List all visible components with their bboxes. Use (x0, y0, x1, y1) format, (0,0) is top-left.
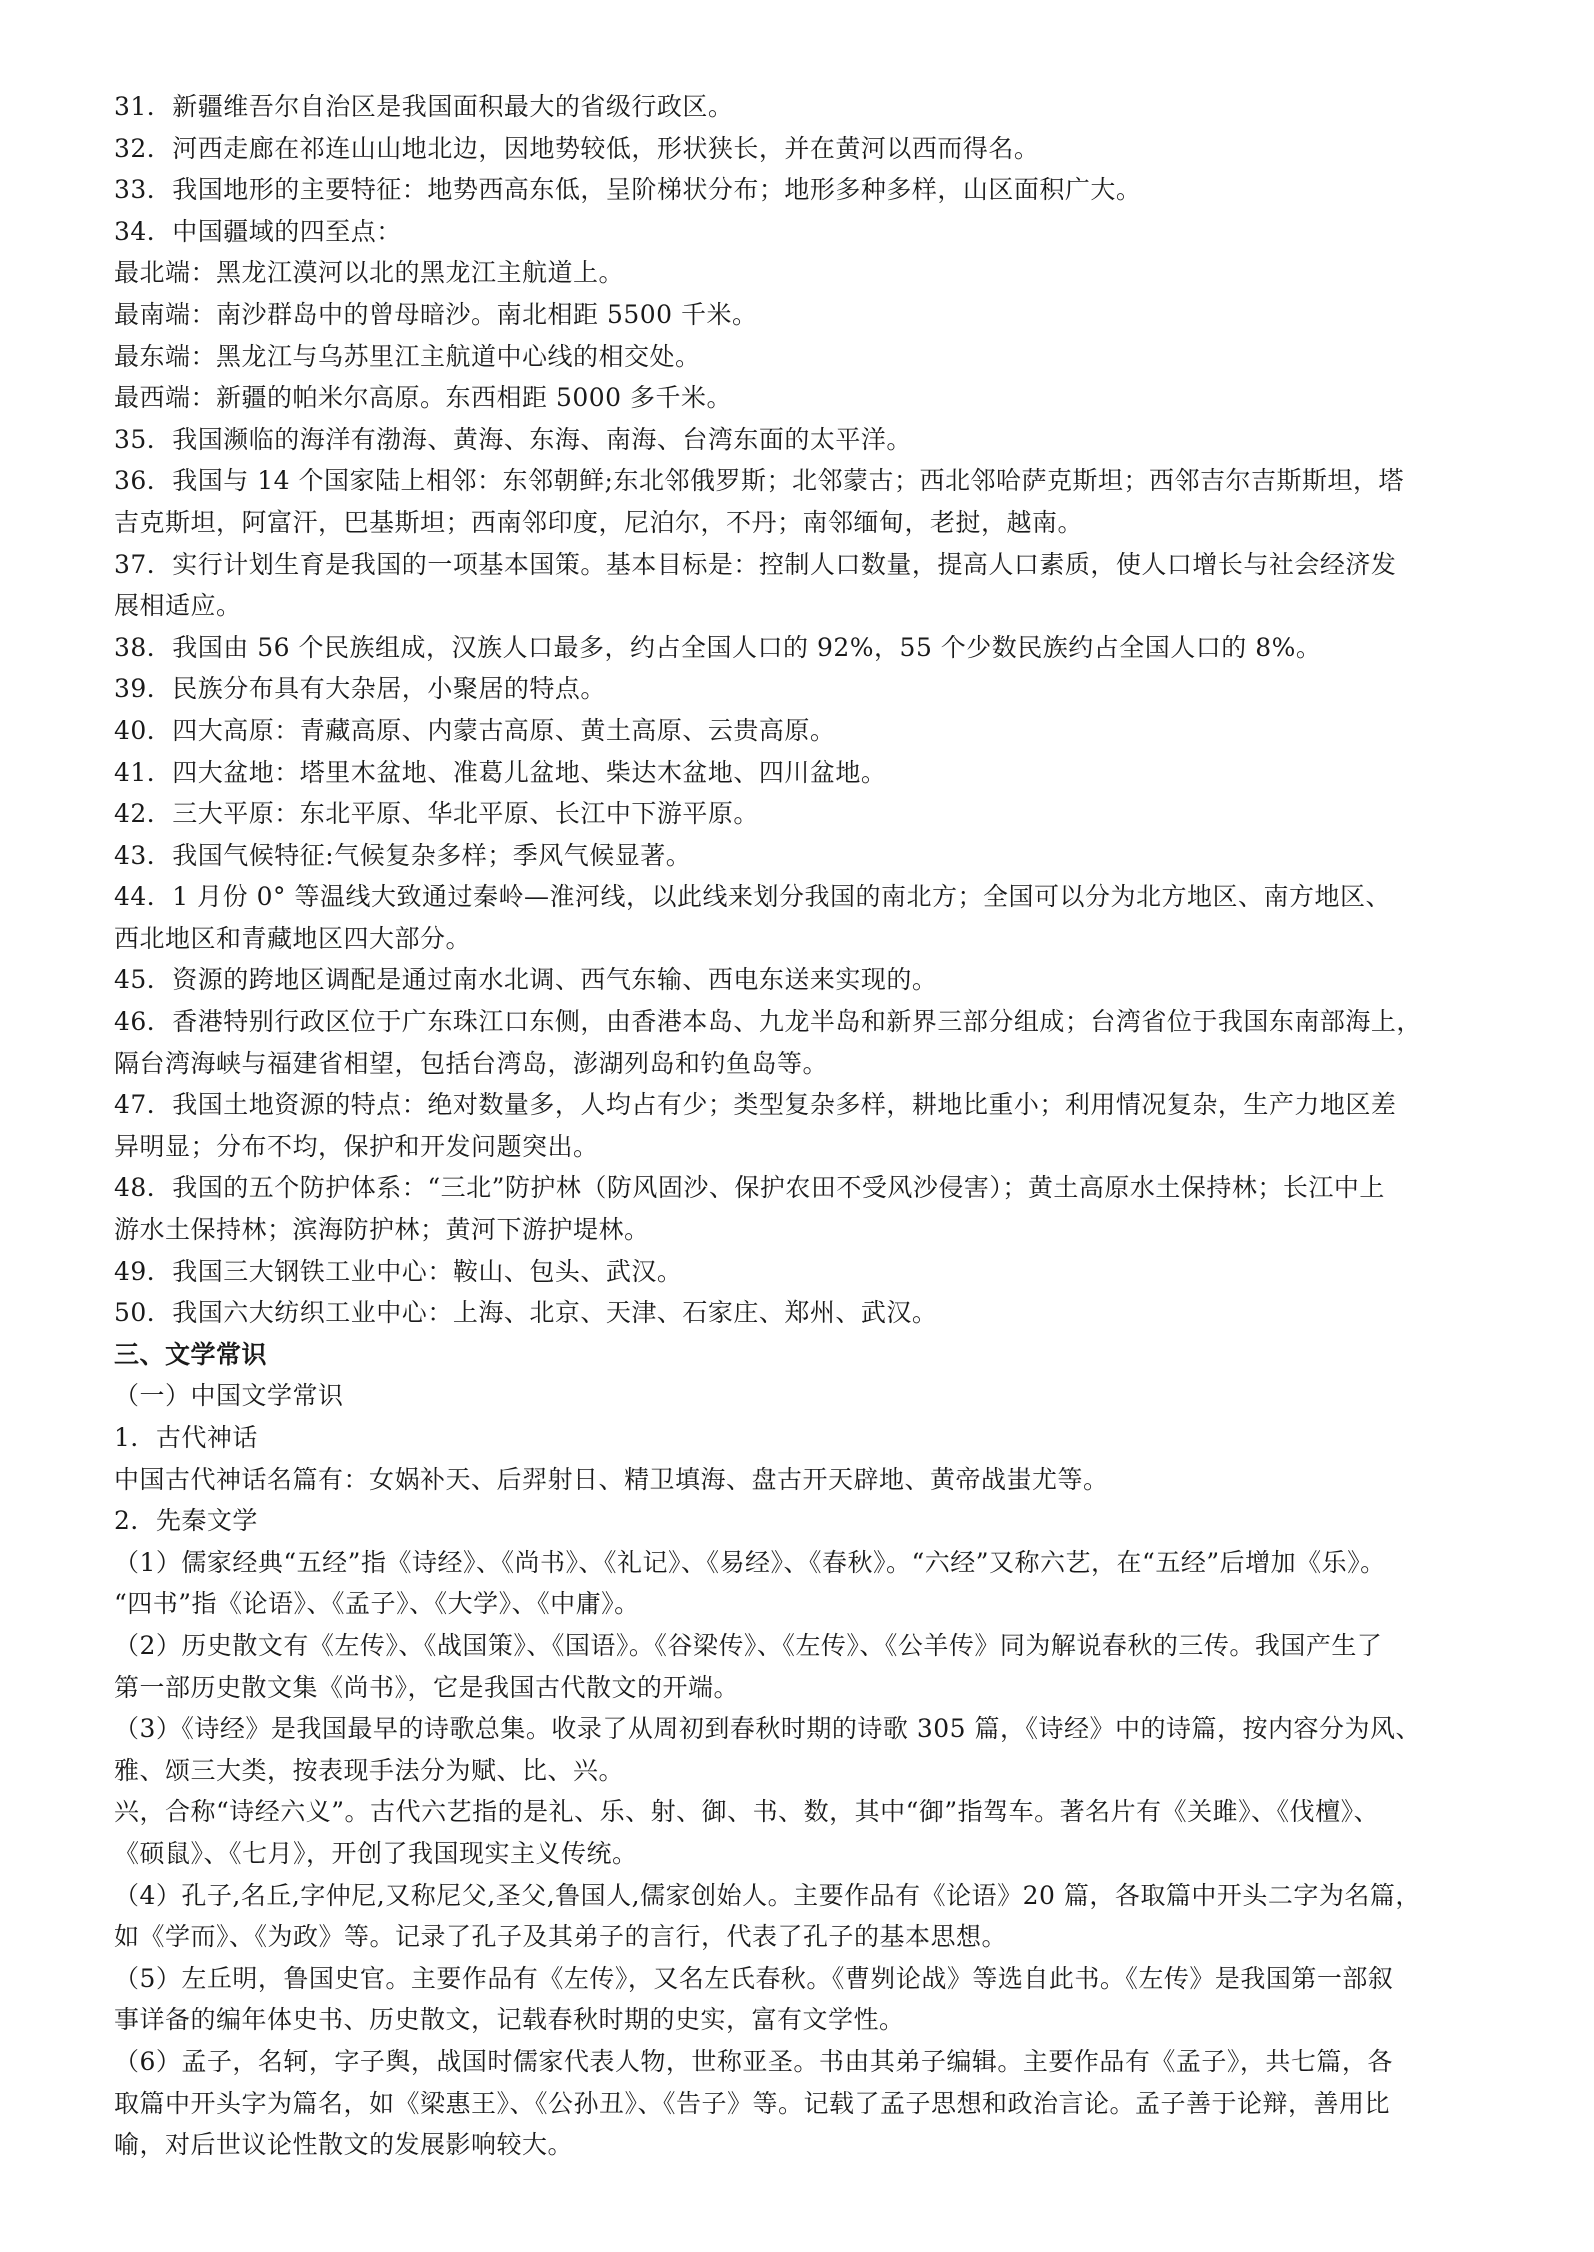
text-line: （4）孔子,名丘,字仲尼,又称尼父,圣父,鲁国人,儒家创始人。主要作品有《论语》20 篇，各取篇中开头二字为名篇， (114, 1880, 1421, 1910)
text-line: 游水土保持林；滨海防护林；黄河下游护堤林。 (114, 1215, 650, 1245)
text-line: 第一部历史散文集《尚书》，它是我国古代散文的开端。 (114, 1672, 740, 1702)
text-line: 47．我国土地资源的特点：绝对数量多，人均占有少；类型复杂多样，耕地比重小；利用情况复杂，生产力地区差 (114, 1090, 1397, 1120)
text-line: 最东端：黑龙江与乌苏里江主航道中心线的相交处。 (114, 341, 701, 371)
text-line: 38．我国由 56 个民族组成，汉族人口最多，约占全国人口的 92%，55 个少数民族约占全国人口的 8%。 (114, 632, 1322, 662)
text-line: 48．我国的五个防护体系：“三北”防护林（防风固沙、保护农田不受风沙侵害）；黄土高原水土保持林；长江中上 (114, 1173, 1385, 1203)
text-line: （6）孟子，名轲，字子舆，战国时儒家代表人物，世称亚圣。书由其弟子编辑。主要作品有《孟子》，共七篇，各 (114, 2046, 1393, 2076)
text-line: 雅、颂三大类，按表现手法分为赋、比、兴。 (114, 1755, 625, 1785)
text-line: （1）儒家经典“五经”指《诗经》、《尚书》、《礼记》、《易经》、《春秋》。“六经”又称六艺，在“五经”后增加《乐》。 (114, 1547, 1386, 1577)
text-line: 异明显；分布不均，保护和开发问题突出。 (114, 1131, 599, 1161)
text-line: 43．我国气候特征:气候复杂多样；季风气候显著。 (114, 840, 692, 870)
text-line: 44．1 月份 0° 等温线大致通过秦岭—淮河线，以此线来划分我国的南北方；全国可以分为北方地区、南方地区、 (114, 882, 1391, 912)
text-line: 西北地区和青藏地区四大部分。 (114, 923, 472, 953)
text-line: 42．三大平原：东北平原、华北平原、长江中下游平原。 (114, 799, 759, 829)
text-line: 37．实行计划生育是我国的一项基本国策。基本目标是：控制人口数量，提高人口素质，使人口增长与社会经济发 (114, 549, 1397, 579)
text-line: 喻，对后世议论性散文的发展影响较大。 (114, 2130, 574, 2160)
text-line: （3）《诗经》是我国最早的诗歌总集。收录了从周初到春秋时期的诗歌 305 篇，《诗经》中的诗篇，按内容分为风、 (114, 1714, 1422, 1744)
text-line: 34．中国疆域的四至点： (114, 216, 402, 246)
text-line: 41．四大盆地：塔里木盆地、准葛儿盆地、柴达木盆地、四川盆地。 (114, 757, 887, 787)
text-line: （一）中国文学常识 (114, 1381, 344, 1411)
text-line: 展相适应。 (114, 591, 242, 621)
text-line: 最北端：黑龙江漠河以北的黑龙江主航道上。 (114, 258, 625, 288)
text-line: “四书”指《论语》、《孟子》、《大学》、《中庸》。 (114, 1589, 640, 1619)
text-line: 中国古代神话名篇有：女娲补天、后羿射日、精卫填海、盘古开天辟地、黄帝战蚩尤等。 (114, 1464, 1109, 1494)
text-line: 45．资源的跨地区调配是通过南水北调、西气东输、西电东送来实现的。 (114, 965, 938, 995)
text-line: 49．我国三大钢铁工业中心：鞍山、包头、武汉。 (114, 1256, 683, 1286)
document-body (114, 86, 1484, 2166)
text-line: 36．我国与 14 个国家陆上相邻：东邻朝鲜;东北邻俄罗斯；北邻蒙古；西北邻哈萨克斯坦；西邻吉尔吉斯斯坦，塔 (114, 466, 1404, 496)
text-line: 50．我国六大纺织工业中心：上海、北京、天津、石家庄、郑州、武汉。 (114, 1298, 938, 1328)
text-line: 取篇中开头字为篇名，如《梁惠王》、《公孙丑》、《告子》等。记载了孟子思想和政治言论。孟子善于论辩，善用比 (114, 2088, 1391, 2118)
text-line: 《硕鼠》、《七月》，开创了我国现实主义传统。 (114, 1838, 638, 1868)
text-line: 最南端：南沙群岛中的曾母暗沙。南北相距 5500 千米。 (114, 299, 758, 329)
text-line: （5）左丘明，鲁国史官。主要作品有《左传》，又名左氏春秋。《曹刿论战》等选自此书。《左传》是我国第一部叙 (114, 1963, 1394, 1993)
text-line: 40．四大高原：青藏高原、内蒙古高原、黄土高原、云贵高原。 (114, 715, 836, 745)
text-line: 吉克斯坦，阿富汗，巴基斯坦；西南邻印度，尼泊尔，不丹；南邻缅甸，老挝，越南。 (114, 507, 1084, 537)
text-line: 31．新疆维吾尔自治区是我国面积最大的省级行政区。 (114, 92, 734, 121)
text-line: 46．香港特别行政区位于广东珠江口东侧，由香港本岛、九龙半岛和新界三部分组成；台湾省位于我国东南部海上， (114, 1007, 1422, 1037)
text-line: （2）历史散文有《左传》、《战国策》、《国语》。《谷梁传》、《左传》、《公羊传》同为解说春秋的三传。我国产生了 (114, 1630, 1383, 1660)
text-line: 32．河西走廊在祁连山山地北边，因地势较低，形状狭长，并在黄河以西而得名。 (114, 133, 1040, 163)
text-line: 2．先秦文学 (114, 1506, 258, 1536)
text-line: 如《学而》、《为政》等。记录了孔子及其弟子的言行，代表了孔子的基本思想。 (114, 1922, 1008, 1952)
text-line: 兴，合称“诗经六义”。古代六艺指的是礼、乐、射、御、书、数，其中“御”指驾车。著名片有《关雎》、《伐檀》、 (114, 1797, 1380, 1827)
text-line: 最西端：新疆的帕米尔高原。东西相距 5000 多千米。 (114, 383, 733, 413)
text-line: 1．古代神话 (114, 1423, 258, 1452)
text-line: 35．我国濒临的海洋有渤海、黄海、东海、南海、台湾东面的太平洋。 (114, 424, 912, 454)
text-line: 隔台湾海峡与福建省相望，包括台湾岛，澎湖列岛和钓鱼岛等。 (114, 1048, 829, 1078)
text-line: 事详备的编年体史书、历史散文，记载春秋时期的史实，富有文学性。 (114, 2005, 905, 2035)
text-line: 33．我国地形的主要特征：地势西高东低，呈阶梯状分布；地形多种多样，山区面积广大。 (114, 175, 1142, 205)
section-heading: 三、文学常识 (114, 1339, 268, 1369)
text-line: 39．民族分布具有大杂居，小聚居的特点。 (114, 674, 606, 704)
